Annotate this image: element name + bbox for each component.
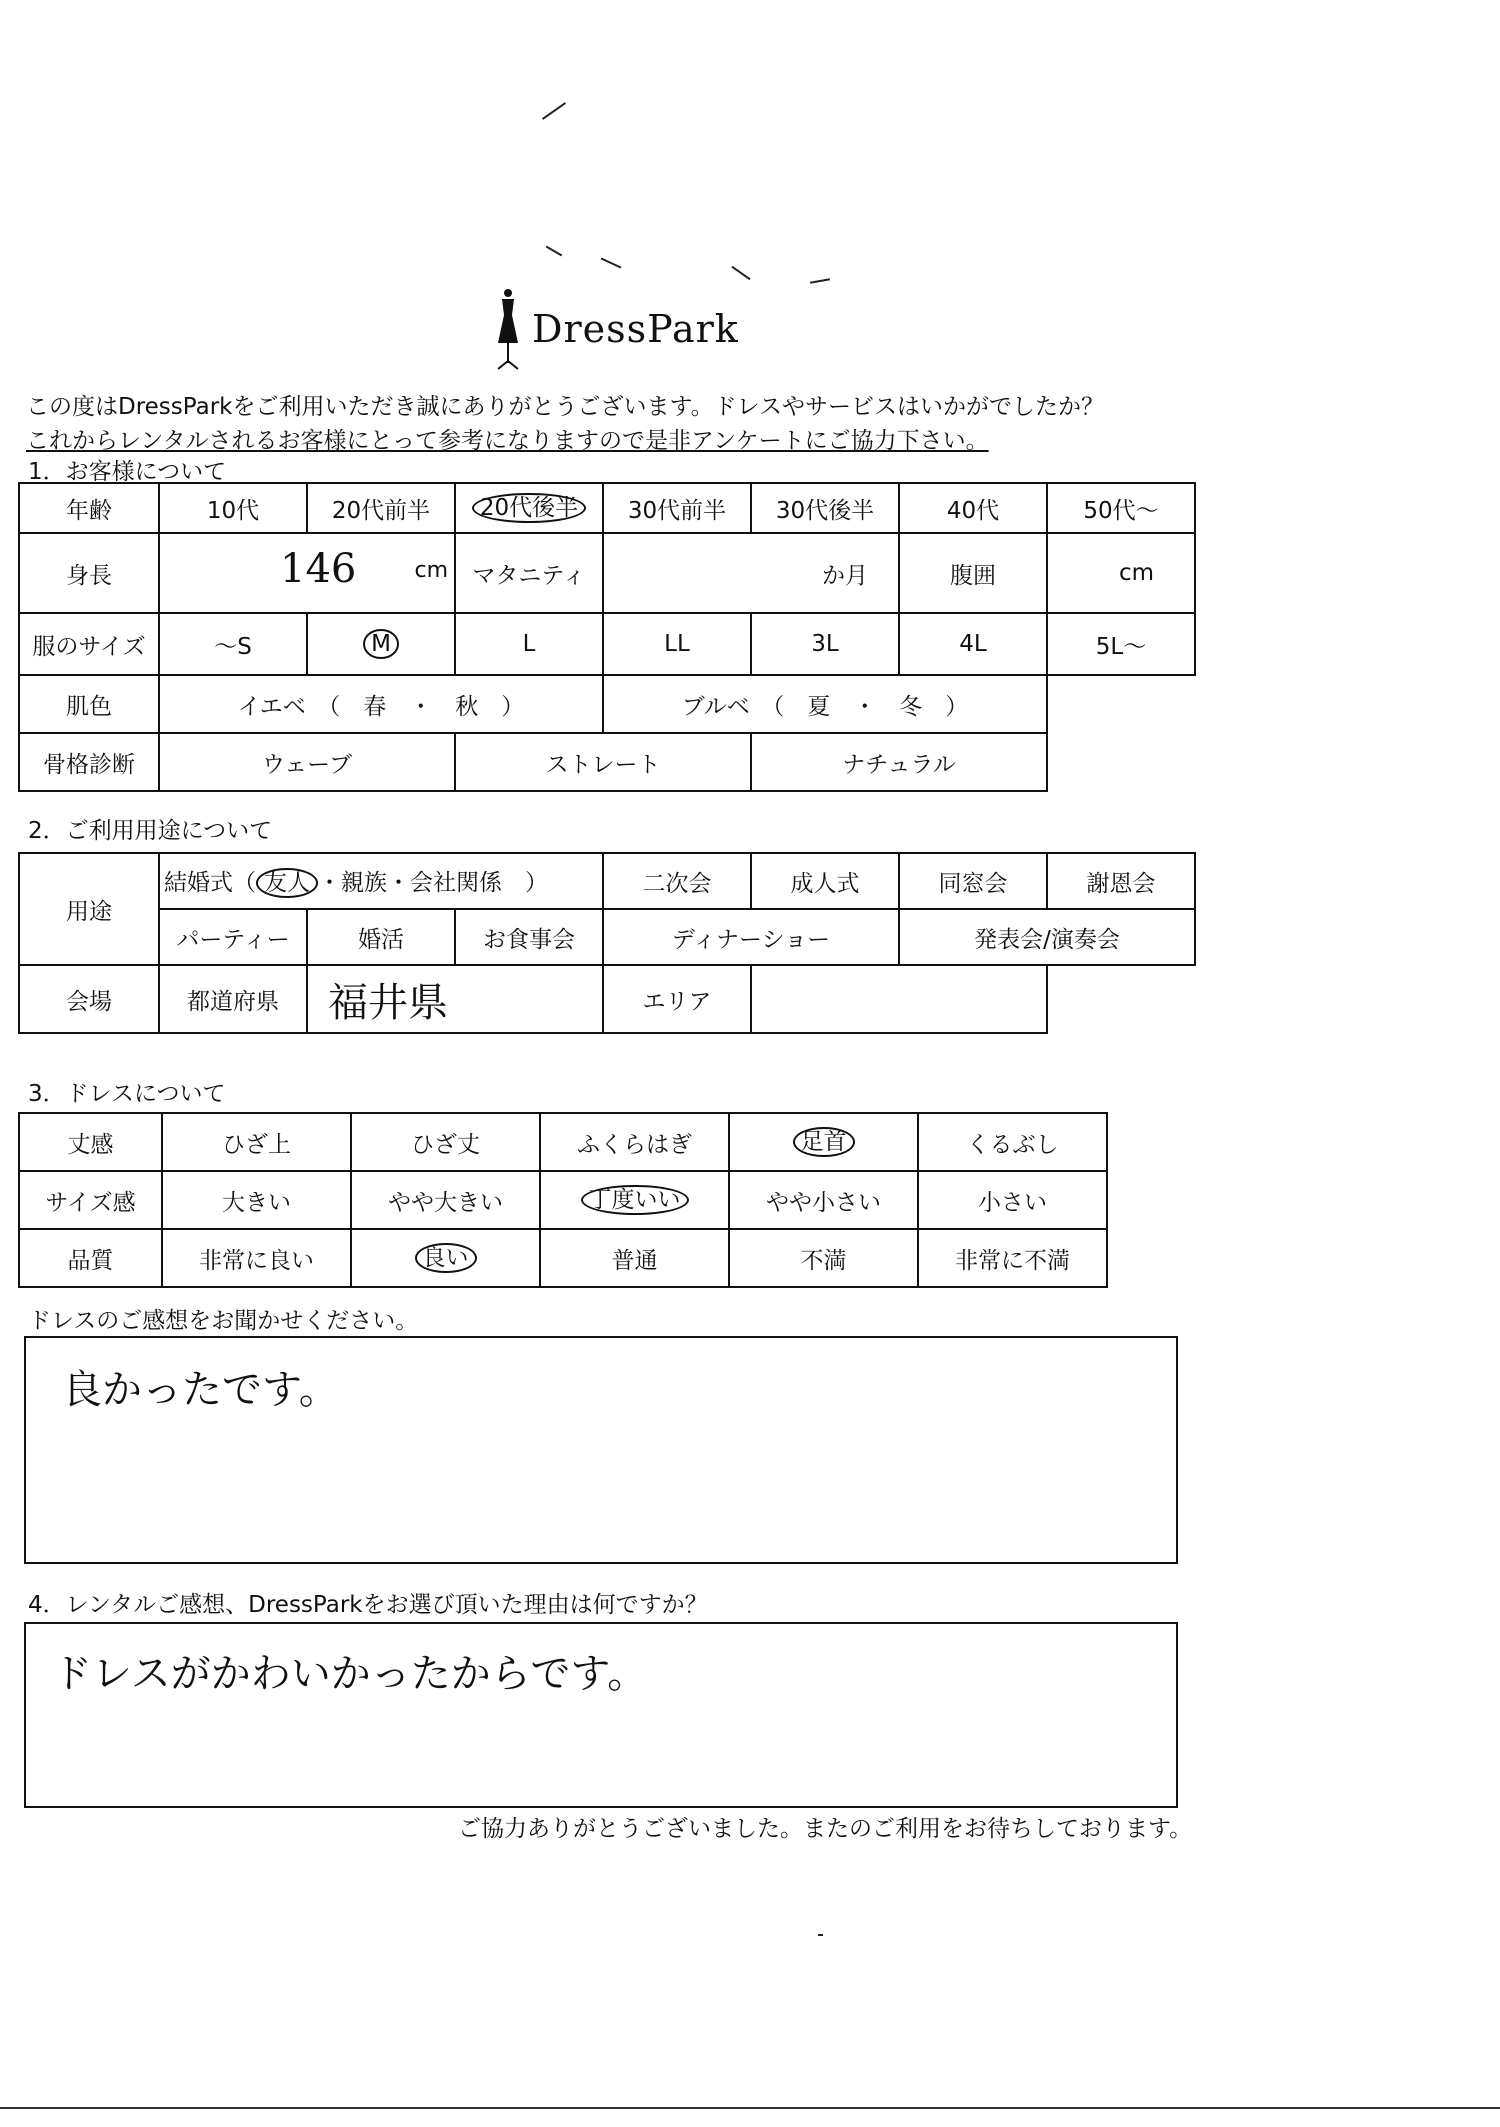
prefecture-label: 都道府県 [159,965,307,1033]
fit-option-selected[interactable] [540,1171,729,1229]
venue-row [19,965,1195,1033]
usage-option[interactable]: 同窓会 [899,853,1047,909]
size-option[interactable]: 5L～ [1047,613,1195,675]
usage-option[interactable]: 謝恩会 [1047,853,1195,909]
age-option[interactable]: 50代～ [1047,483,1195,533]
size-option[interactable]: ～S [159,613,307,675]
age-option-selected[interactable] [455,483,603,533]
stray-mark [542,102,566,120]
selection-circle: 友人 [256,868,318,898]
wedding-prefix: 結婚式（ [164,869,256,896]
size-option-selected[interactable] [307,613,455,675]
usage-row-2 [19,909,1195,965]
frame-option[interactable]: ウェーブ [159,733,455,791]
quality-option-selected[interactable] [351,1229,540,1287]
length-option[interactable]: くるぶし [918,1113,1107,1171]
length-option[interactable]: ひざ上 [162,1113,351,1171]
prefecture-value: 福井県 [328,979,448,1026]
brand-name: DressPark [532,307,739,351]
quality-option[interactable]: 不満 [729,1229,918,1287]
usage-option[interactable]: ディナーショー [603,909,899,965]
fit-option[interactable]: 大きい [162,1171,351,1229]
frame-row [19,733,1195,791]
brand-logo [490,285,750,375]
quality-option[interactable]: 普通 [540,1229,729,1287]
customer-table [18,482,1196,792]
maternity-label: マタニティ [455,533,603,613]
length-label: 丈感 [19,1113,162,1171]
prefecture-field[interactable] [307,965,603,1033]
age-option[interactable]: 40代 [899,483,1047,533]
waist-label: 腹囲 [899,533,1047,613]
selection-circle: 20代後半 [472,493,586,523]
usage-option[interactable]: お食事会 [455,909,603,965]
intro-line-2: これからレンタルされるお客様にとって参考になりますので是非アンケートにご協力下さい。 [26,428,989,454]
area-field[interactable] [751,965,1047,1033]
selection-circle: 丁度いい [581,1185,689,1215]
quality-option[interactable]: 非常に良い [162,1229,351,1287]
skin-blue-option[interactable]: ブルベ （ 夏 ・ 冬 ） [603,675,1047,733]
impression-prompt: ドレスのご感想をお聞かせください。 [28,1308,419,1334]
size-option[interactable]: L [455,613,603,675]
maternity-month-field[interactable] [603,533,899,613]
selection-circle: 足首 [793,1127,855,1157]
height-unit: cm [414,558,448,583]
stray-mark [546,246,563,257]
wedding-rest: ・親族・会社関係 ） [318,869,548,896]
selection-circle: 良い [415,1243,477,1273]
size-option[interactable]: 3L [751,613,899,675]
age-option[interactable]: 10代 [159,483,307,533]
height-row [19,533,1195,613]
closing-message: ご協力ありがとうございました。またのご利用をお待ちしております。 [458,1816,1193,1842]
age-label: 年齢 [19,483,159,533]
waist-field[interactable] [1047,533,1195,613]
height-value: 146 [280,546,357,592]
quality-row [19,1229,1107,1287]
stray-mark [601,257,622,268]
size-label: 服のサイズ [19,613,159,675]
dress-table [18,1112,1108,1288]
fit-option[interactable]: やや大きい [351,1171,540,1229]
reason-box[interactable] [24,1622,1178,1808]
stray-mark [810,278,830,283]
stray-mark [731,266,750,280]
size-row [19,613,1195,675]
stray-dot [818,1934,823,1936]
length-option[interactable]: ひざ丈 [351,1113,540,1171]
usage-option[interactable]: 婚活 [307,909,455,965]
fit-option[interactable]: 小さい [918,1171,1107,1229]
area-label: エリア [603,965,751,1033]
usage-option[interactable]: パーティー [159,909,307,965]
quality-label: 品質 [19,1229,162,1287]
fit-option[interactable]: やや小さい [729,1171,918,1229]
section-2-title: 2．ご利用用途について [28,818,273,844]
section-1-title: 1．お客様について [28,459,227,485]
intro-line-1: この度はDressParkをご利用いただき誠にありがとうございます。ドレスやサービスはいかがでしたか？ [26,394,1104,420]
usage-table [18,852,1196,1034]
height-label: 身長 [19,533,159,613]
usage-option[interactable]: 発表会/演奏会 [899,909,1195,965]
dress-icon [490,285,526,375]
length-option-selected[interactable] [729,1113,918,1171]
usage-row-1 [19,853,1195,909]
age-row [19,483,1195,533]
length-row [19,1113,1107,1171]
age-option[interactable]: 30代後半 [751,483,899,533]
month-unit: か月 [822,562,868,589]
height-field[interactable] [159,533,455,613]
purpose-label: 用途 [19,853,159,965]
usage-option[interactable]: 二次会 [603,853,751,909]
wedding-option[interactable] [159,853,603,909]
venue-label: 会場 [19,965,159,1033]
skin-row [19,675,1195,733]
footer-rule [0,2107,1500,2109]
skin-label: 肌色 [19,675,159,733]
frame-option[interactable]: ナチュラル [751,733,1047,791]
age-option[interactable]: 20代前半 [307,483,455,533]
section-3-title: 3．ドレスについて [28,1081,226,1107]
fit-label: サイズ感 [19,1171,162,1229]
size-option[interactable]: 4L [899,613,1047,675]
fit-row [19,1171,1107,1229]
reason-answer: ドレスがかわいかったからです。 [52,1651,648,1697]
size-option[interactable]: LL [603,613,751,675]
length-option[interactable]: ふくらはぎ [540,1113,729,1171]
section-4-title: 4．レンタルご感想、DressParkをお選び頂いた理由は何ですか？ [28,1592,708,1618]
waist-unit: cm [1118,560,1154,586]
impression-answer: 良かったです。 [62,1367,339,1413]
age-option[interactable]: 30代前半 [603,483,751,533]
selection-circle: M [363,629,399,659]
impression-box[interactable] [24,1336,1178,1564]
usage-option[interactable]: 成人式 [751,853,899,909]
quality-option[interactable]: 非常に不満 [918,1229,1107,1287]
frame-label: 骨格診断 [19,733,159,791]
frame-option[interactable]: ストレート [455,733,751,791]
skin-yellow-option[interactable]: イエベ （ 春 ・ 秋 ） [159,675,603,733]
